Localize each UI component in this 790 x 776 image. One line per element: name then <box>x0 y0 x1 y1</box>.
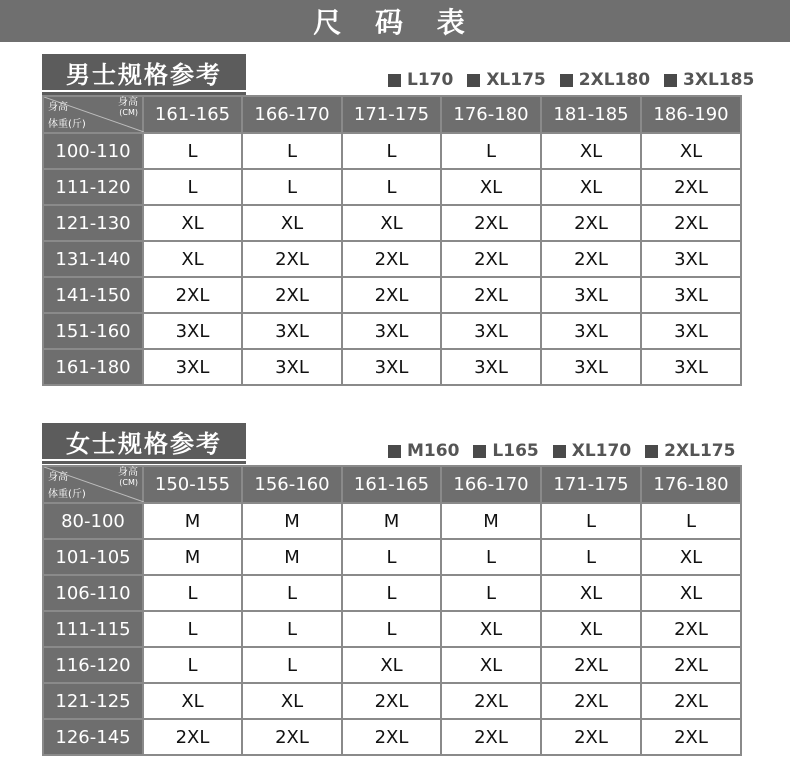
size-cell: 2XL <box>242 719 342 755</box>
size-cell: XL <box>143 205 242 241</box>
size-cell: 3XL <box>242 349 342 385</box>
page-title: 尺 码 表 <box>313 6 477 39</box>
size-cell: 2XL <box>342 683 441 719</box>
row-header: 121-130 <box>43 205 143 241</box>
table-header-row <box>43 466 741 503</box>
table-row <box>43 241 741 277</box>
corner-cell <box>43 96 143 133</box>
column-header: 171-175 <box>541 466 641 503</box>
size-cell: 2XL <box>242 241 342 277</box>
size-cell: 3XL <box>441 313 541 349</box>
column-header: 186-190 <box>641 96 741 133</box>
column-header: 171-175 <box>342 96 441 133</box>
column-header: 166-170 <box>242 96 342 133</box>
table-row <box>43 683 741 719</box>
size-cell: L <box>441 133 541 169</box>
row-header: 141-150 <box>43 277 143 313</box>
size-cell: 2XL <box>143 277 242 313</box>
corner-weight-label: 体重(斤) <box>48 119 86 130</box>
size-cell: 2XL <box>641 719 741 755</box>
size-cell: XL <box>641 575 741 611</box>
size-cell: 3XL <box>541 349 641 385</box>
column-header: 176-180 <box>441 96 541 133</box>
size-cell: 2XL <box>441 241 541 277</box>
size-cell: L <box>143 169 242 205</box>
row-header: 111-120 <box>43 169 143 205</box>
size-cell: L <box>143 611 242 647</box>
size-cell: 2XL <box>541 683 641 719</box>
size-cell: 2XL <box>641 611 741 647</box>
legend-item: 2XL175 <box>645 441 735 461</box>
size-cell: M <box>242 539 342 575</box>
table-row <box>43 205 741 241</box>
legend-item: L170 <box>388 70 453 90</box>
legend-swatch-icon <box>553 445 566 458</box>
size-cell: XL <box>342 647 441 683</box>
column-header: 161-165 <box>143 96 242 133</box>
legend-item: 3XL185 <box>664 70 754 90</box>
row-header: 126-145 <box>43 719 143 755</box>
size-cell: 2XL <box>641 169 741 205</box>
size-cell: L <box>242 133 342 169</box>
size-cell: L <box>242 611 342 647</box>
size-cell: XL <box>541 133 641 169</box>
size-cell: 2XL <box>541 205 641 241</box>
size-cell: XL <box>242 205 342 241</box>
legend-swatch-icon <box>388 445 401 458</box>
row-header: 116-120 <box>43 647 143 683</box>
size-cell: L <box>143 647 242 683</box>
size-cell: 3XL <box>641 349 741 385</box>
legend-swatch-icon <box>664 74 677 87</box>
size-cell: 2XL <box>342 277 441 313</box>
size-cell: 3XL <box>143 349 242 385</box>
row-header: 131-140 <box>43 241 143 277</box>
size-cell: 3XL <box>342 349 441 385</box>
size-cell: M <box>441 503 541 539</box>
size-cell: XL <box>143 683 242 719</box>
size-cell: 2XL <box>541 241 641 277</box>
size-cell: XL <box>541 611 641 647</box>
row-header: 111-115 <box>43 611 143 647</box>
size-cell: 2XL <box>342 719 441 755</box>
corner-height-label: 身高 <box>48 102 68 113</box>
size-cell: 3XL <box>342 313 441 349</box>
legend-item: XL175 <box>467 70 545 90</box>
table-row <box>43 503 741 539</box>
page-banner <box>0 0 790 42</box>
column-header: 161-165 <box>342 466 441 503</box>
row-header: 151-160 <box>43 313 143 349</box>
size-cell: 2XL <box>342 241 441 277</box>
size-cell: XL <box>242 683 342 719</box>
men-legend <box>388 70 754 90</box>
legend-swatch-icon <box>645 445 658 458</box>
size-cell: 3XL <box>242 313 342 349</box>
size-cell: L <box>641 503 741 539</box>
size-cell: 3XL <box>541 313 641 349</box>
row-header: 161-180 <box>43 349 143 385</box>
column-header: 166-170 <box>441 466 541 503</box>
table-row <box>43 719 741 755</box>
table-row <box>43 647 741 683</box>
size-cell: M <box>143 503 242 539</box>
size-cell: XL <box>641 539 741 575</box>
legend-swatch-icon <box>560 74 573 87</box>
size-cell: 3XL <box>541 277 641 313</box>
size-cell: L <box>342 539 441 575</box>
size-cell: L <box>143 133 242 169</box>
row-header: 101-105 <box>43 539 143 575</box>
size-cell: 3XL <box>441 349 541 385</box>
legend-item: M160 <box>388 441 459 461</box>
column-header: 150-155 <box>143 466 242 503</box>
table-row <box>43 539 741 575</box>
size-cell: 2XL <box>541 719 641 755</box>
column-header: 181-185 <box>541 96 641 133</box>
size-cell: L <box>342 575 441 611</box>
legend-swatch-icon <box>467 74 480 87</box>
size-cell: M <box>143 539 242 575</box>
size-cell: M <box>342 503 441 539</box>
size-cell: 2XL <box>441 277 541 313</box>
legend-swatch-icon <box>473 445 486 458</box>
size-cell: XL <box>641 133 741 169</box>
size-cell: 2XL <box>641 205 741 241</box>
size-cell: 2XL <box>143 719 242 755</box>
column-header: 176-180 <box>641 466 741 503</box>
table-row <box>43 575 741 611</box>
column-header: 156-160 <box>242 466 342 503</box>
size-cell: L <box>541 539 641 575</box>
table-row <box>43 611 741 647</box>
size-cell: XL <box>541 575 641 611</box>
size-cell: XL <box>541 169 641 205</box>
size-cell: XL <box>441 169 541 205</box>
size-cell: 3XL <box>641 313 741 349</box>
men-section-title: 男士规格参考 <box>42 54 246 90</box>
size-cell: 3XL <box>641 241 741 277</box>
size-cell: 2XL <box>441 719 541 755</box>
size-cell: L <box>143 575 242 611</box>
size-cell: 2XL <box>441 683 541 719</box>
legend-item: XL170 <box>553 441 631 461</box>
size-cell: L <box>242 647 342 683</box>
size-cell: 3XL <box>143 313 242 349</box>
size-cell: L <box>242 575 342 611</box>
size-cell: 2XL <box>641 647 741 683</box>
row-header: 100-110 <box>43 133 143 169</box>
corner-height-label-right: 身高 (CM) <box>118 97 138 117</box>
size-cell: XL <box>342 205 441 241</box>
size-cell: 2XL <box>441 205 541 241</box>
corner-height-label-right: 身高 (CM) <box>118 467 138 487</box>
table-row <box>43 277 741 313</box>
size-cell: 2XL <box>641 683 741 719</box>
women-section-title: 女士规格参考 <box>42 423 246 459</box>
women-size-table <box>42 465 742 756</box>
size-cell: L <box>441 539 541 575</box>
corner-cell <box>43 466 143 503</box>
row-header: 121-125 <box>43 683 143 719</box>
men-size-table <box>42 95 742 386</box>
table-row <box>43 349 741 385</box>
row-header: 80-100 <box>43 503 143 539</box>
size-cell: XL <box>441 647 541 683</box>
size-cell: XL <box>143 241 242 277</box>
table-row <box>43 169 741 205</box>
size-cell: L <box>342 169 441 205</box>
legend-swatch-icon <box>388 74 401 87</box>
size-cell: 3XL <box>641 277 741 313</box>
size-cell: L <box>342 611 441 647</box>
table-row <box>43 133 741 169</box>
size-cell: L <box>242 169 342 205</box>
table-header-row <box>43 96 741 133</box>
legend-item: L165 <box>473 441 538 461</box>
women-legend <box>388 441 735 461</box>
table-row <box>43 313 741 349</box>
size-cell: 2XL <box>541 647 641 683</box>
corner-height-label: 身高 <box>48 472 68 483</box>
size-cell: L <box>541 503 641 539</box>
size-cell: XL <box>441 611 541 647</box>
size-cell: L <box>342 133 441 169</box>
size-cell: 2XL <box>242 277 342 313</box>
size-cell: L <box>441 575 541 611</box>
size-cell: M <box>242 503 342 539</box>
row-header: 106-110 <box>43 575 143 611</box>
corner-weight-label: 体重(斤) <box>48 489 86 500</box>
legend-item: 2XL180 <box>560 70 650 90</box>
